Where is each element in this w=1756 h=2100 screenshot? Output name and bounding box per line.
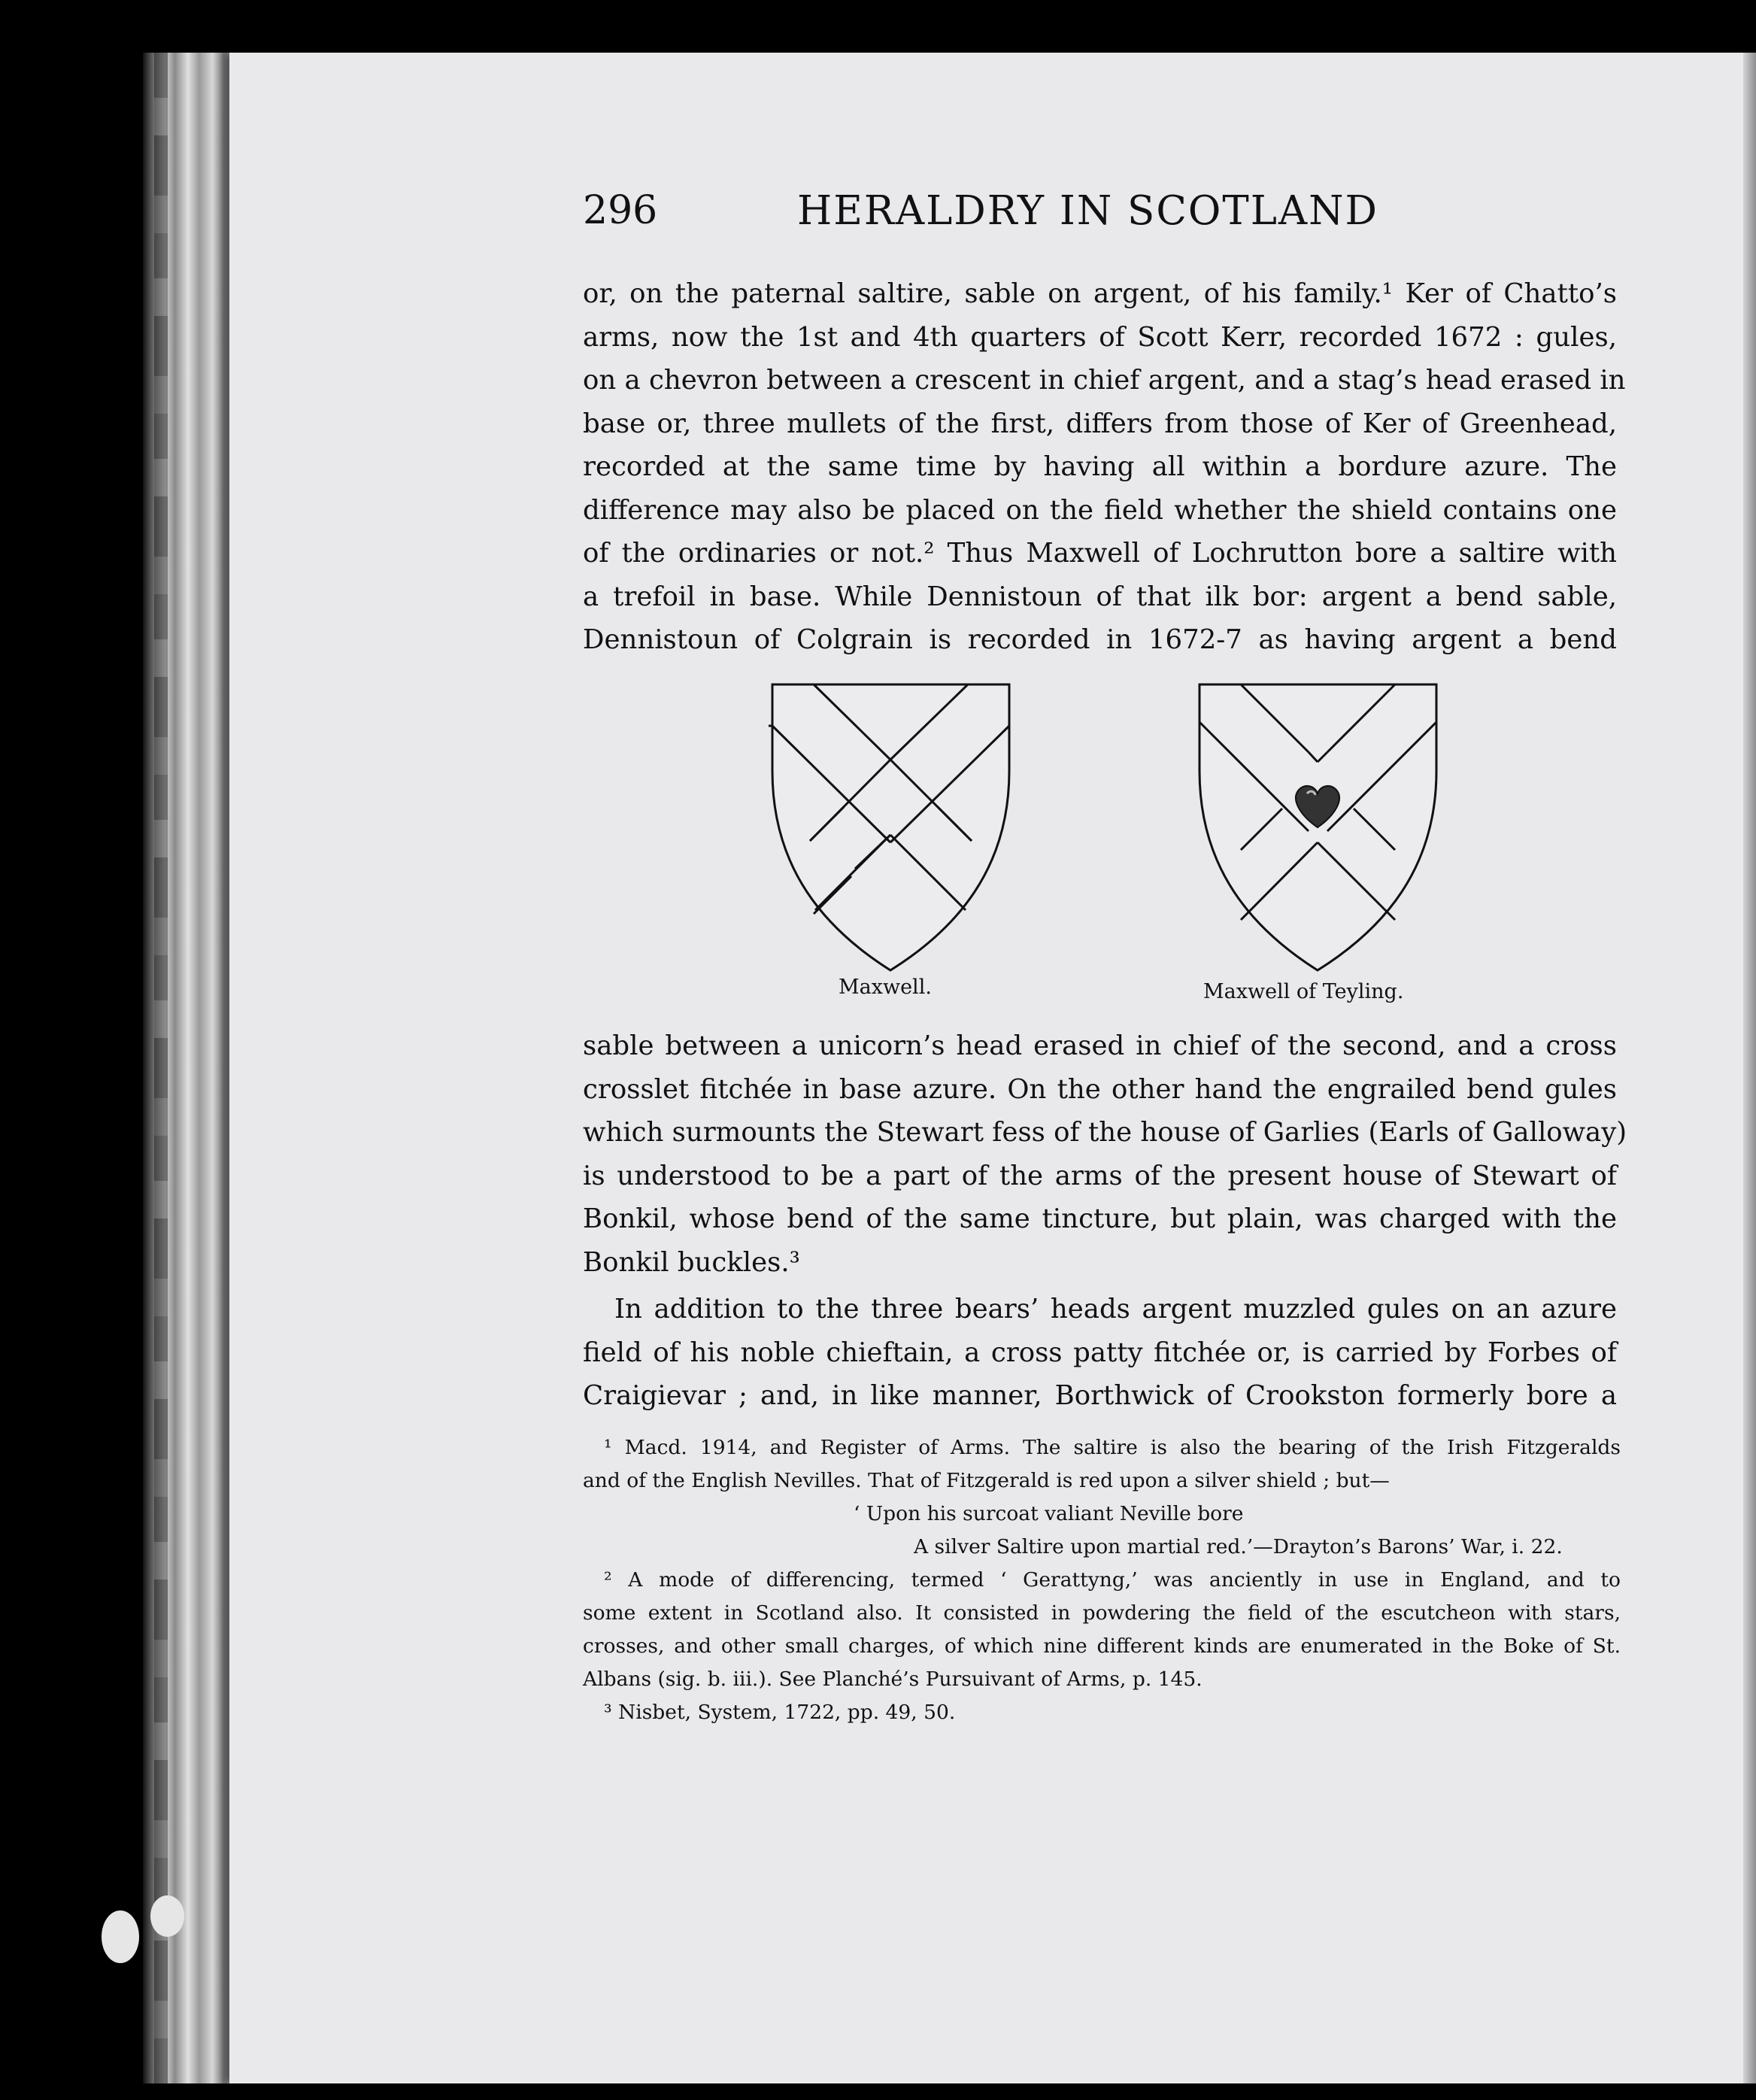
- maxwell-of-teyling-shield-figure: [1196, 681, 1440, 974]
- saltire-heart-shield-icon: [1196, 681, 1440, 974]
- text-line: crosslet fitchée in base azure. On the other hand the engrailed bend gules: [583, 1073, 1617, 1105]
- page-number: 296: [583, 188, 658, 233]
- maxwell-shield-figure: [769, 681, 1013, 974]
- footnote-1-verse: ‘ Upon his surcoat valiant Neville bore: [854, 1502, 1244, 1525]
- text-line: a trefoil in base. While Dennistoun of that ilk bor: argent a bend sable,: [583, 581, 1617, 612]
- scan-blot: [150, 1895, 184, 1937]
- text-line: difference may also be placed on the field whether the shield contains one: [583, 494, 1617, 526]
- text-line: field of his noble chieftain, a cross patty fitchée or, is carried by Forbes of: [583, 1337, 1617, 1368]
- text-line: or, on the paternal saltire, sable on argent, of his family.¹ Ker of Chatto’s: [583, 278, 1617, 309]
- paragraph-1: [583, 272, 1626, 662]
- text-line: on a chevron between a crescent in chief argent, and a stag’s head erased in: [583, 365, 1626, 396]
- footnote-1-line: ¹ Macd. 1914, and Register of Arms. The saltire is also the bearing of the Irish Fitzgeralds: [604, 1436, 1621, 1459]
- text-line: Dennistoun of Colgrain is recorded in 1672-7 as having argent a bend: [583, 624, 1617, 655]
- running-title: HERALDRY IN SCOTLAND: [797, 188, 1379, 234]
- page-edge: [1743, 53, 1756, 2083]
- scan-blot: [102, 1910, 139, 1963]
- paragraph-2: [583, 1024, 1627, 1284]
- figure-caption-maxwell: Maxwell.: [839, 976, 932, 999]
- binding-shadow: [154, 53, 168, 2083]
- saltire-shield-icon: [769, 681, 1013, 974]
- figure-caption-maxwell-of-teyling: Maxwell of Teyling.: [1203, 980, 1404, 1003]
- running-head: [583, 188, 1410, 241]
- text-line: base or, three mullets of the first, differs from those of Ker of Greenhead,: [583, 408, 1617, 439]
- text-line: recorded at the same time by having all within a bordure azure. The: [583, 451, 1617, 482]
- footnote-2-line: ² A mode of differencing, termed ‘ Gerattyng,’ was anciently in use in England, and to: [604, 1568, 1621, 1592]
- text-line: Bonkil, whose bend of the same tincture, but plain, was charged with the: [583, 1203, 1617, 1234]
- footnote-2-line: some extent in Scotland also. It consisted in powdering the field of the escutcheon with stars,: [583, 1601, 1621, 1625]
- footnote-2-line: Albans (sig. b. iii.). See Planché’s Pursuivant of Arms, p. 145.: [583, 1668, 1203, 1691]
- footnote-2-line: crosses, and other small charges, of which nine different kinds are enumerated in the Boke of St.: [583, 1634, 1621, 1658]
- text-line: In addition to the three bears’ heads argent muzzled gules on an azure: [614, 1294, 1617, 1325]
- footnote-3-line: ³ Nisbet, System, 1722, pp. 49, 50.: [604, 1701, 956, 1724]
- text-line: Bonkil buckles.³: [583, 1246, 800, 1278]
- footnotes: [583, 1431, 1621, 1729]
- text-line: arms, now the 1st and 4th quarters of Scott Kerr, recorded 1672 : gules,: [583, 321, 1617, 353]
- footnote-1-line: and of the English Nevilles. That of Fitzgerald is red upon a silver shield ; but—: [583, 1469, 1390, 1492]
- paragraph-3: [583, 1288, 1617, 1418]
- text-line: Craigievar ; and, in like manner, Borthwick of Crookston formerly bore a: [583, 1380, 1617, 1411]
- footnote-1-verse: A silver Saltire upon martial red.’—Drayton’s Barons’ War, i. 22.: [914, 1535, 1563, 1558]
- text-line: sable between a unicorn’s head erased in chief of the second, and a cross: [583, 1030, 1617, 1061]
- text-line: which surmounts the Stewart fess of the house of Garlies (Earls of Galloway): [583, 1117, 1627, 1148]
- text-line: of the ordinaries or not.² Thus Maxwell of Lochrutton bore a saltire with: [583, 538, 1617, 569]
- text-line: is understood to be a part of the arms of the present house of Stewart of: [583, 1160, 1617, 1191]
